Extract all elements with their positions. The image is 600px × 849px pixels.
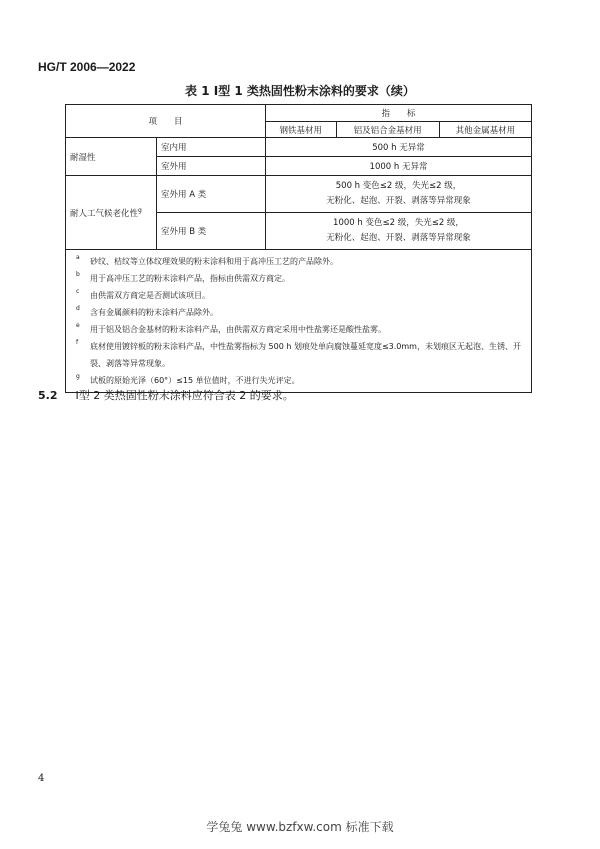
value-weathering-b: 1000 h 变色≤2 级，失光≤2 级， 无粉化、起泡、开裂、剥落等异常现象 (266, 213, 532, 250)
row-sublabel-outdoor-b: 室外用 B 类 (157, 213, 266, 250)
row-sublabel-outdoor-a: 室外用 A 类 (157, 176, 266, 213)
requirements-table (65, 104, 532, 393)
row-sublabel-outdoor: 室外用 (157, 157, 266, 176)
row-label-weathering: 耐人工气候老化性$^g$ (66, 176, 157, 250)
column-header-index: 指 标 (266, 105, 532, 122)
page-number: 4 (38, 773, 45, 784)
row-sublabel-indoor: 室内用 (157, 138, 266, 157)
value-weathering-a: 500 h 变色≤2 级，失光≤2 级， 无粉化、起泡、开裂、剥落等异常现象 (266, 176, 532, 213)
value-humidity-outdoor: 1000 h 无异常 (266, 157, 532, 176)
clause-text: Ⅰ型 2 类热固性粉末涂料应符合表 2 的要求。 (75, 389, 294, 402)
footnotes-cell (66, 250, 532, 393)
subcolumn-aluminium: 铝及铝合金基材用 (336, 122, 439, 138)
footnote-ref-g: g (138, 206, 142, 214)
footnote-d: d 含有金属颜料的粉末涂料产品除外。 (76, 305, 218, 317)
row-label-humidity: 耐湿性 (66, 138, 157, 176)
standard-code: HG/T 2006—2022 (38, 60, 136, 74)
footnote-b: b 用于高冲压工艺的粉末涂料产品，指标由供需双方商定。 (76, 271, 290, 283)
footnote-g: g 试板的原始光泽（60°）≤15 单位值时，不进行失光评定。 (76, 373, 300, 385)
subcolumn-steel: 钢铁基材用 (266, 122, 337, 138)
clause-5-2 (38, 387, 294, 403)
clause-number: 5.2 (38, 389, 58, 402)
subcolumn-other-metal: 其他金属基材用 (439, 122, 531, 138)
footnote-a: a 砂纹、桔纹等立体纹理效果的粉末涂料和用于高冲压工艺的产品除外。 (76, 254, 338, 266)
column-header-item: 项 目 (66, 105, 266, 138)
table-title: 表 1 Ⅰ型 1 类热固性粉末涂料的要求（续） (185, 84, 415, 98)
footnote-f: f 底材使用镀锌板的粉末涂料产品，中性盐雾指标为 500 h 划痕处单向腐蚀蔓延宽度≤3.0mm，未划痕区无起泡、生锈、开裂、剥落等异常现象。 (76, 339, 521, 368)
footnote-c: c 由供需双方商定是否测试该项目。 (76, 288, 210, 300)
site-watermark: 学兔兔 www.bzfxw.com 标准下载 (206, 820, 394, 834)
value-humidity-indoor: 500 h 无异常 (266, 138, 532, 157)
footnote-e: e 用于铝及铝合金基材的粉末涂料产品，由供需双方商定采用中性盐雾还是酸性盐雾。 (76, 322, 386, 334)
